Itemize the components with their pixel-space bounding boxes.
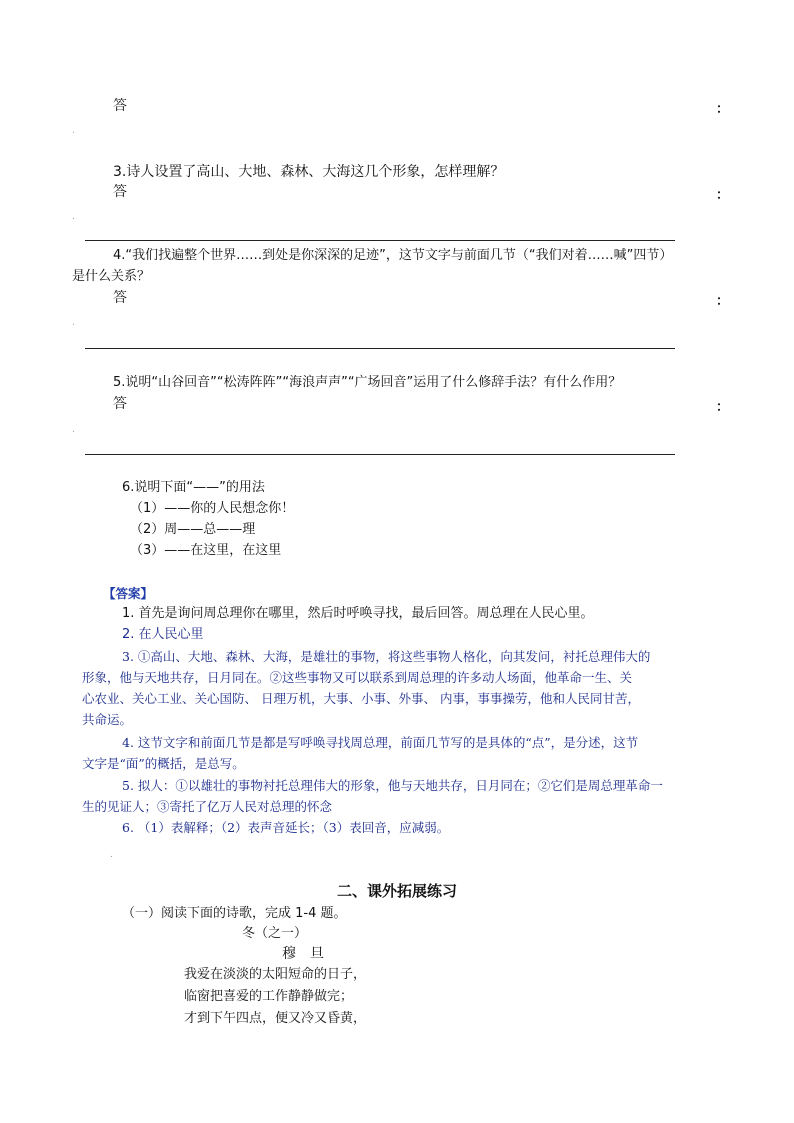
q2-answer-colon: ： <box>716 102 730 117</box>
answer-3-line4: 共命运。 <box>82 712 133 727</box>
q3-answer-underline[interactable] <box>85 240 675 241</box>
paragraph-mark: . <box>72 212 75 222</box>
q6-item-2: （2）周——总——理 <box>130 522 256 537</box>
answer-2: 2. 在人民心里 <box>122 627 204 642</box>
answer-3-line2: 形象，他与天地共存，日月同在。②这些事物又可以联系到周总理的许多动人场面，他革命一生、关 <box>82 670 633 685</box>
q5-answer-label: 答 <box>113 396 127 412</box>
q4-answer-underline[interactable] <box>85 348 675 349</box>
answer-3-line1: 3. ①高山、大地、森林、大海，是雄壮的事物，将这些事物人格化，向其发问，衬托总理伟大的 <box>122 649 651 664</box>
poem-line-1: 我爱在淡淡的太阳短命的日子， <box>184 967 367 982</box>
answer-6: 6. （1）表解释；（2）表声音延长；（3）表回音，应减弱。 <box>122 820 450 835</box>
paragraph-mark: . <box>110 850 113 860</box>
question-3: 3.诗人设置了高山、大地、森林、大海这几个形象，怎样理解？ <box>113 164 505 180</box>
q4-answer-colon: ： <box>716 294 730 309</box>
q2-answer-label: 答 <box>113 98 127 114</box>
section-2-intro: （一）阅读下面的诗歌，完成 1-4 题。 <box>122 906 347 921</box>
answer-5-line1: 5. 拟人：①以雄壮的事物衬托总理伟大的形象，他与天地共存，日月同在；②它们是周总理革命一 <box>122 778 663 793</box>
q5-answer-colon: ： <box>716 400 730 415</box>
poem-line-2: 临窗把喜爱的工作静静做完； <box>184 989 354 1004</box>
answer-4-line2: 文字是“面”的概括，是总写。 <box>82 756 245 771</box>
q3-answer-colon: ： <box>716 188 730 203</box>
paragraph-mark: . <box>72 318 75 328</box>
q5-answer-underline[interactable] <box>85 454 675 455</box>
answer-5-line2: 生的见证人；③寄托了亿万人民对总理的怀念 <box>82 799 333 814</box>
q6-item-3: （3）——在这里，在这里 <box>130 543 282 558</box>
answer-4-line1: 4. 这节文字和前面几节是都是写呼唤寻找周总理，前面几节写的是具体的“点”，是分述，这节 <box>122 735 639 750</box>
question-4-line1: 4.“我们找遍整个世界……到处是你深深的足迹”，这节文字与前面几节（“我们对着……喊”四节） <box>113 248 673 263</box>
q3-answer-label: 答 <box>113 184 127 200</box>
q6-item-1: （1）——你的人民想念你！ <box>130 501 295 516</box>
question-6-title: 6.说明下面“——”的用法 <box>122 480 265 495</box>
paragraph-mark: . <box>72 425 75 435</box>
poem-line-3: 才到下午四点，便又冷又昏黄， <box>184 1011 367 1026</box>
answer-1: 1. 首先是询问周总理你在哪里，然后时呼唤寻找，最后回答。周总理在人民心里。 <box>122 606 594 621</box>
answer-3-line3: 心农业、关心工业、关心国防、 日理万机，大事、小事、外事、 内事，事事操劳，他和人民同甘苦， <box>82 691 640 706</box>
q4-answer-label: 答 <box>113 290 127 306</box>
question-4-line2: 是什么关系？ <box>72 269 151 284</box>
poem-title: 冬（之一） <box>242 926 308 941</box>
question-5: 5.说明“山谷回音”“松涛阵阵”“海浪声声”“广场回音”运用了什么修辞手法？有什么作用？ <box>113 375 622 390</box>
paragraph-mark: . <box>72 126 75 136</box>
answers-header: 【答案】 <box>103 586 154 601</box>
poem-author: 穆 旦 <box>282 946 324 962</box>
section-2-heading: 二、课外拓展练习 <box>336 882 457 900</box>
